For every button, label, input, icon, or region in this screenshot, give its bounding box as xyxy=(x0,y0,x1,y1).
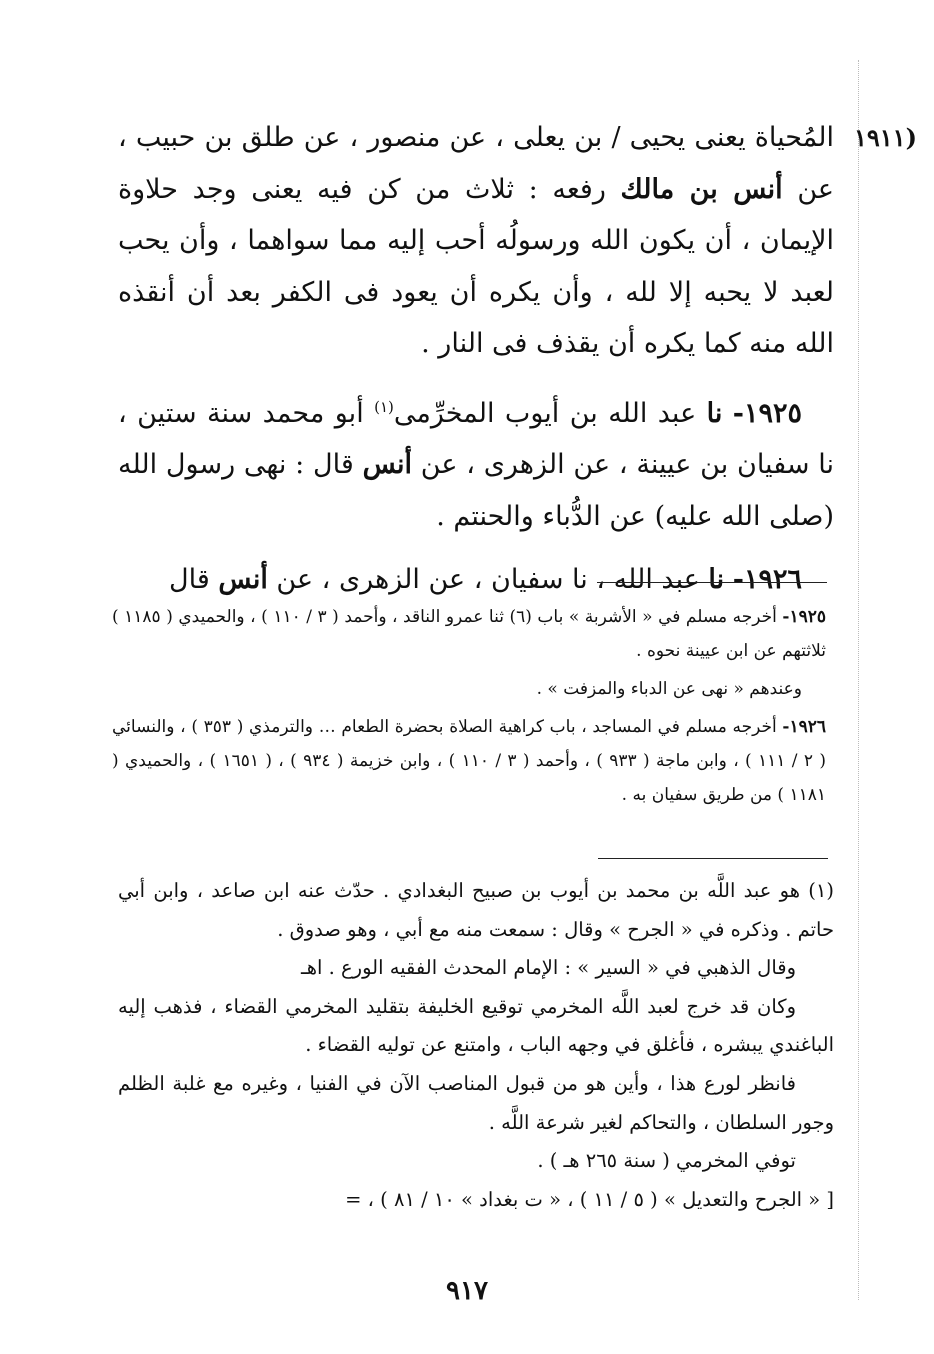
footnotes-section xyxy=(118,872,834,1219)
takhrij-note xyxy=(112,672,826,706)
footnote-text: فانظر لورع هذا ، وأين هو من قبول المناصب الآن في الفنيا ، وغيره مع غلبة الظلم وجور السلطان ، والتحاكم لغير شرعة اللَّه . xyxy=(118,1071,834,1134)
main-paragraph-1926 xyxy=(118,554,834,606)
main-paragraph-1925 xyxy=(118,382,834,543)
takhrij-number: ١٩٢٥- xyxy=(782,607,826,627)
takhrij-1926 xyxy=(112,710,826,812)
takhrij-text: أخرجه مسلم في « الأشربة » باب (٦) ثنا عمرو الناقد ، وأحمد ( ٣ / ١١٠ ) ، والحميدي ( ١١٨٥ ) ثلاثتهم عن ابن عيينة نحوه . xyxy=(112,607,826,661)
hadith-number: ١٩٢٥- xyxy=(732,397,802,429)
footnote-text: [ « الجرح والتعديل » ( ٥ / ١١ ) ، « ت بغداد » ١٠ / ٨١ ) ، = xyxy=(345,1187,834,1211)
margin-hadith-number: (١٩١١ xyxy=(854,123,917,152)
footnote-paragraph xyxy=(118,988,834,1065)
takhrij-section xyxy=(112,600,826,816)
na-abbrev: نا xyxy=(708,564,725,595)
paragraph-text: قال : نهى رسول الله (صلى الله عليه) عن الدُّباء والحنتم . xyxy=(118,449,834,532)
paragraph-text: قال xyxy=(169,564,219,595)
footnote-text: توفي المخرمي ( سنة ٢٦٥ هـ ) . xyxy=(537,1149,796,1173)
paragraph-text: أبو محمد سنة ستين ، نا سفيان بن عيينة ، عن الزهرى ، عن xyxy=(118,397,835,480)
footnote-text: (١) هو عبد اللَّه بن محمد بن أيوب بن صبيح البغدادي . حدّث عنه ابن صاعد ، وابن أبي حاتم . وذكره في « الجرح » وقال : سمعت منه مع أبي ، وهو صدوق . xyxy=(118,879,834,941)
footnote-paragraph xyxy=(118,949,834,988)
narrator-name: أنس xyxy=(362,449,413,480)
paragraph-text: رفعه : ثلاث من كن فيه يعنى وجد حلاوة الإيمان ، أن يكون الله ورسولُه أحب إليه مما سواهما ، وأن يحب لعبد لا يحبه إلا لله ، وأن يكره أن يعود فى الكفر بعد أن أنقذه الله منه كما يكره أن يقذف فى النار . xyxy=(118,173,834,359)
footnote-text: وكان قد خرج لعبد اللَّه المخرمي توقيع الخليفة بتقليد المخرمي القضاء ، فذهب إليه الباغندي يبشره ، فأغلق في وجهه الباب ، وامتنع عن توليه القضاء . xyxy=(118,994,834,1057)
paragraph-text: عبد الله بن أيوب المخرِّمى xyxy=(393,397,707,429)
takhrij-text: وعندهم « نهى عن الدباء والمزفت » . xyxy=(536,679,802,699)
takhrij-text: أخرجه مسلم في المساجد ، باب كراهية الصلاة بحضرة الطعام … والترمذي ( ٣٥٣ ) ، والنسائي ( ٢ / ١١١ ) ، وابن ماجة ( ٩٣٣ ) ، وأحمد ( ٣ / ١١٠ ) ، وابن خزيمة ( ٩٣٤ ) ، ( ١٦٥١ ) ، والحميدي ( ١١٨١ ) من طريق سفيان به . xyxy=(112,717,826,805)
page-edge-line xyxy=(858,60,859,1300)
separator-rule xyxy=(597,582,827,583)
paragraph-text: عبد الله ، نا سفيان ، عن الزهرى ، عن xyxy=(267,564,709,595)
footnote-paragraph xyxy=(118,1142,834,1181)
footnote-paragraph xyxy=(118,1181,834,1220)
footnote-1 xyxy=(118,872,834,949)
takhrij-number: ١٩٢٦- xyxy=(782,717,826,737)
footnote-text: وقال الذهبي في « السير » : الإمام المحدث الفقيه الورع . اهـ xyxy=(301,956,796,980)
page-number: ٩١٧ xyxy=(446,1276,488,1306)
hadith-number: ١٩٢٦- xyxy=(732,564,802,595)
separator-rule xyxy=(598,858,828,859)
footnote-ref: (١) xyxy=(374,397,394,416)
main-text xyxy=(118,112,917,618)
footnote-paragraph xyxy=(118,1065,834,1142)
takhrij-1925 xyxy=(112,600,826,668)
narrator-name: أنس xyxy=(218,564,268,595)
na-abbrev: نا xyxy=(706,397,723,429)
main-paragraph-1 xyxy=(118,112,917,370)
paragraph-text: المُحياة يعنى يحيى / بن يعلى ، عن منصور ، عن طلق بن حبيب ، عن xyxy=(118,122,834,205)
narrator-name: أنس بن مالك xyxy=(620,173,783,205)
